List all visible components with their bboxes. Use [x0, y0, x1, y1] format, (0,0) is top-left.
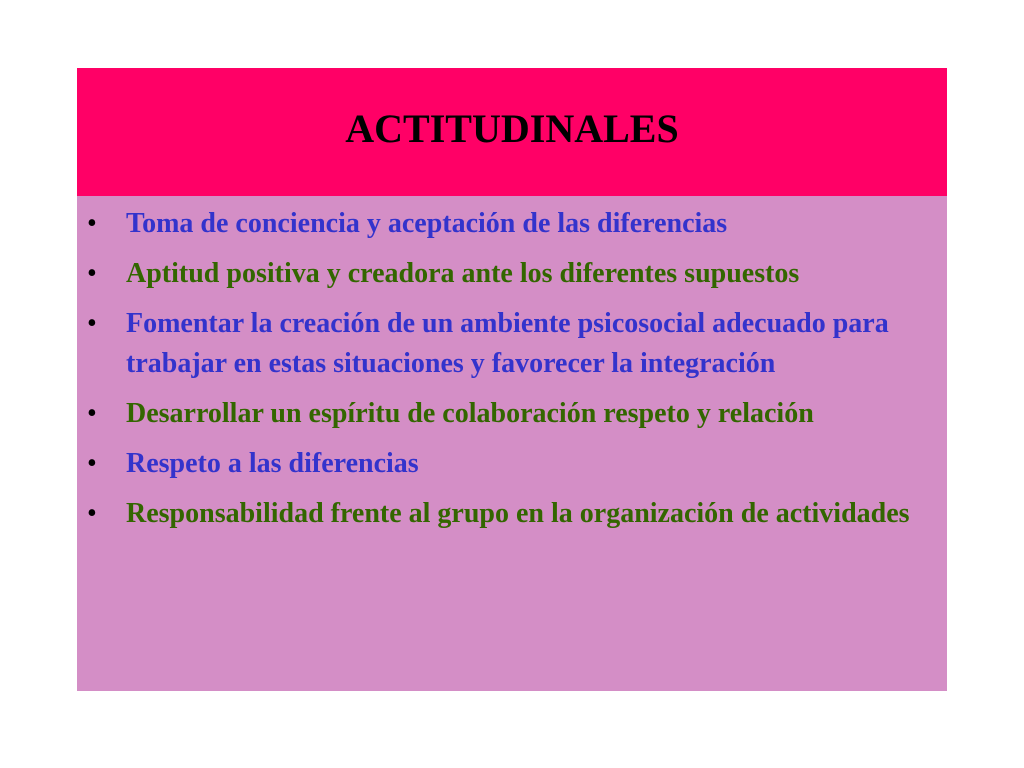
bullet-text: Responsabilidad frente al grupo en la organización de actividades	[126, 498, 910, 529]
bullet-item	[85, 254, 935, 294]
bullet-item	[85, 304, 935, 384]
bullet-list	[85, 204, 935, 534]
bullet-icon: •	[87, 498, 97, 529]
bullet-icon: •	[87, 448, 97, 479]
bullet-text: Desarrollar un espíritu de colaboración respeto y relación	[126, 398, 814, 429]
bullet-text: Respeto a las diferencias	[126, 448, 419, 479]
bullet-item	[85, 494, 935, 534]
slide-title: ACTITUDINALES	[345, 106, 679, 151]
bullet-icon: •	[87, 258, 97, 289]
bullet-text: Fomentar la creación de un ambiente psicosocial adecuado para trabajar en estas situaciones y favorecer la integración	[126, 308, 889, 379]
content-box	[77, 196, 947, 691]
bullet-item	[85, 394, 935, 434]
bullet-icon: •	[87, 398, 97, 429]
bullet-text: Aptitud positiva y creadora ante los diferentes supuestos	[126, 258, 800, 289]
bullet-item	[85, 204, 935, 244]
bullet-item	[85, 444, 935, 484]
bullet-text: Toma de conciencia y aceptación de las diferencias	[126, 208, 728, 239]
bullet-icon: •	[87, 208, 97, 239]
title-banner	[77, 68, 947, 196]
bullet-icon: •	[87, 308, 97, 339]
